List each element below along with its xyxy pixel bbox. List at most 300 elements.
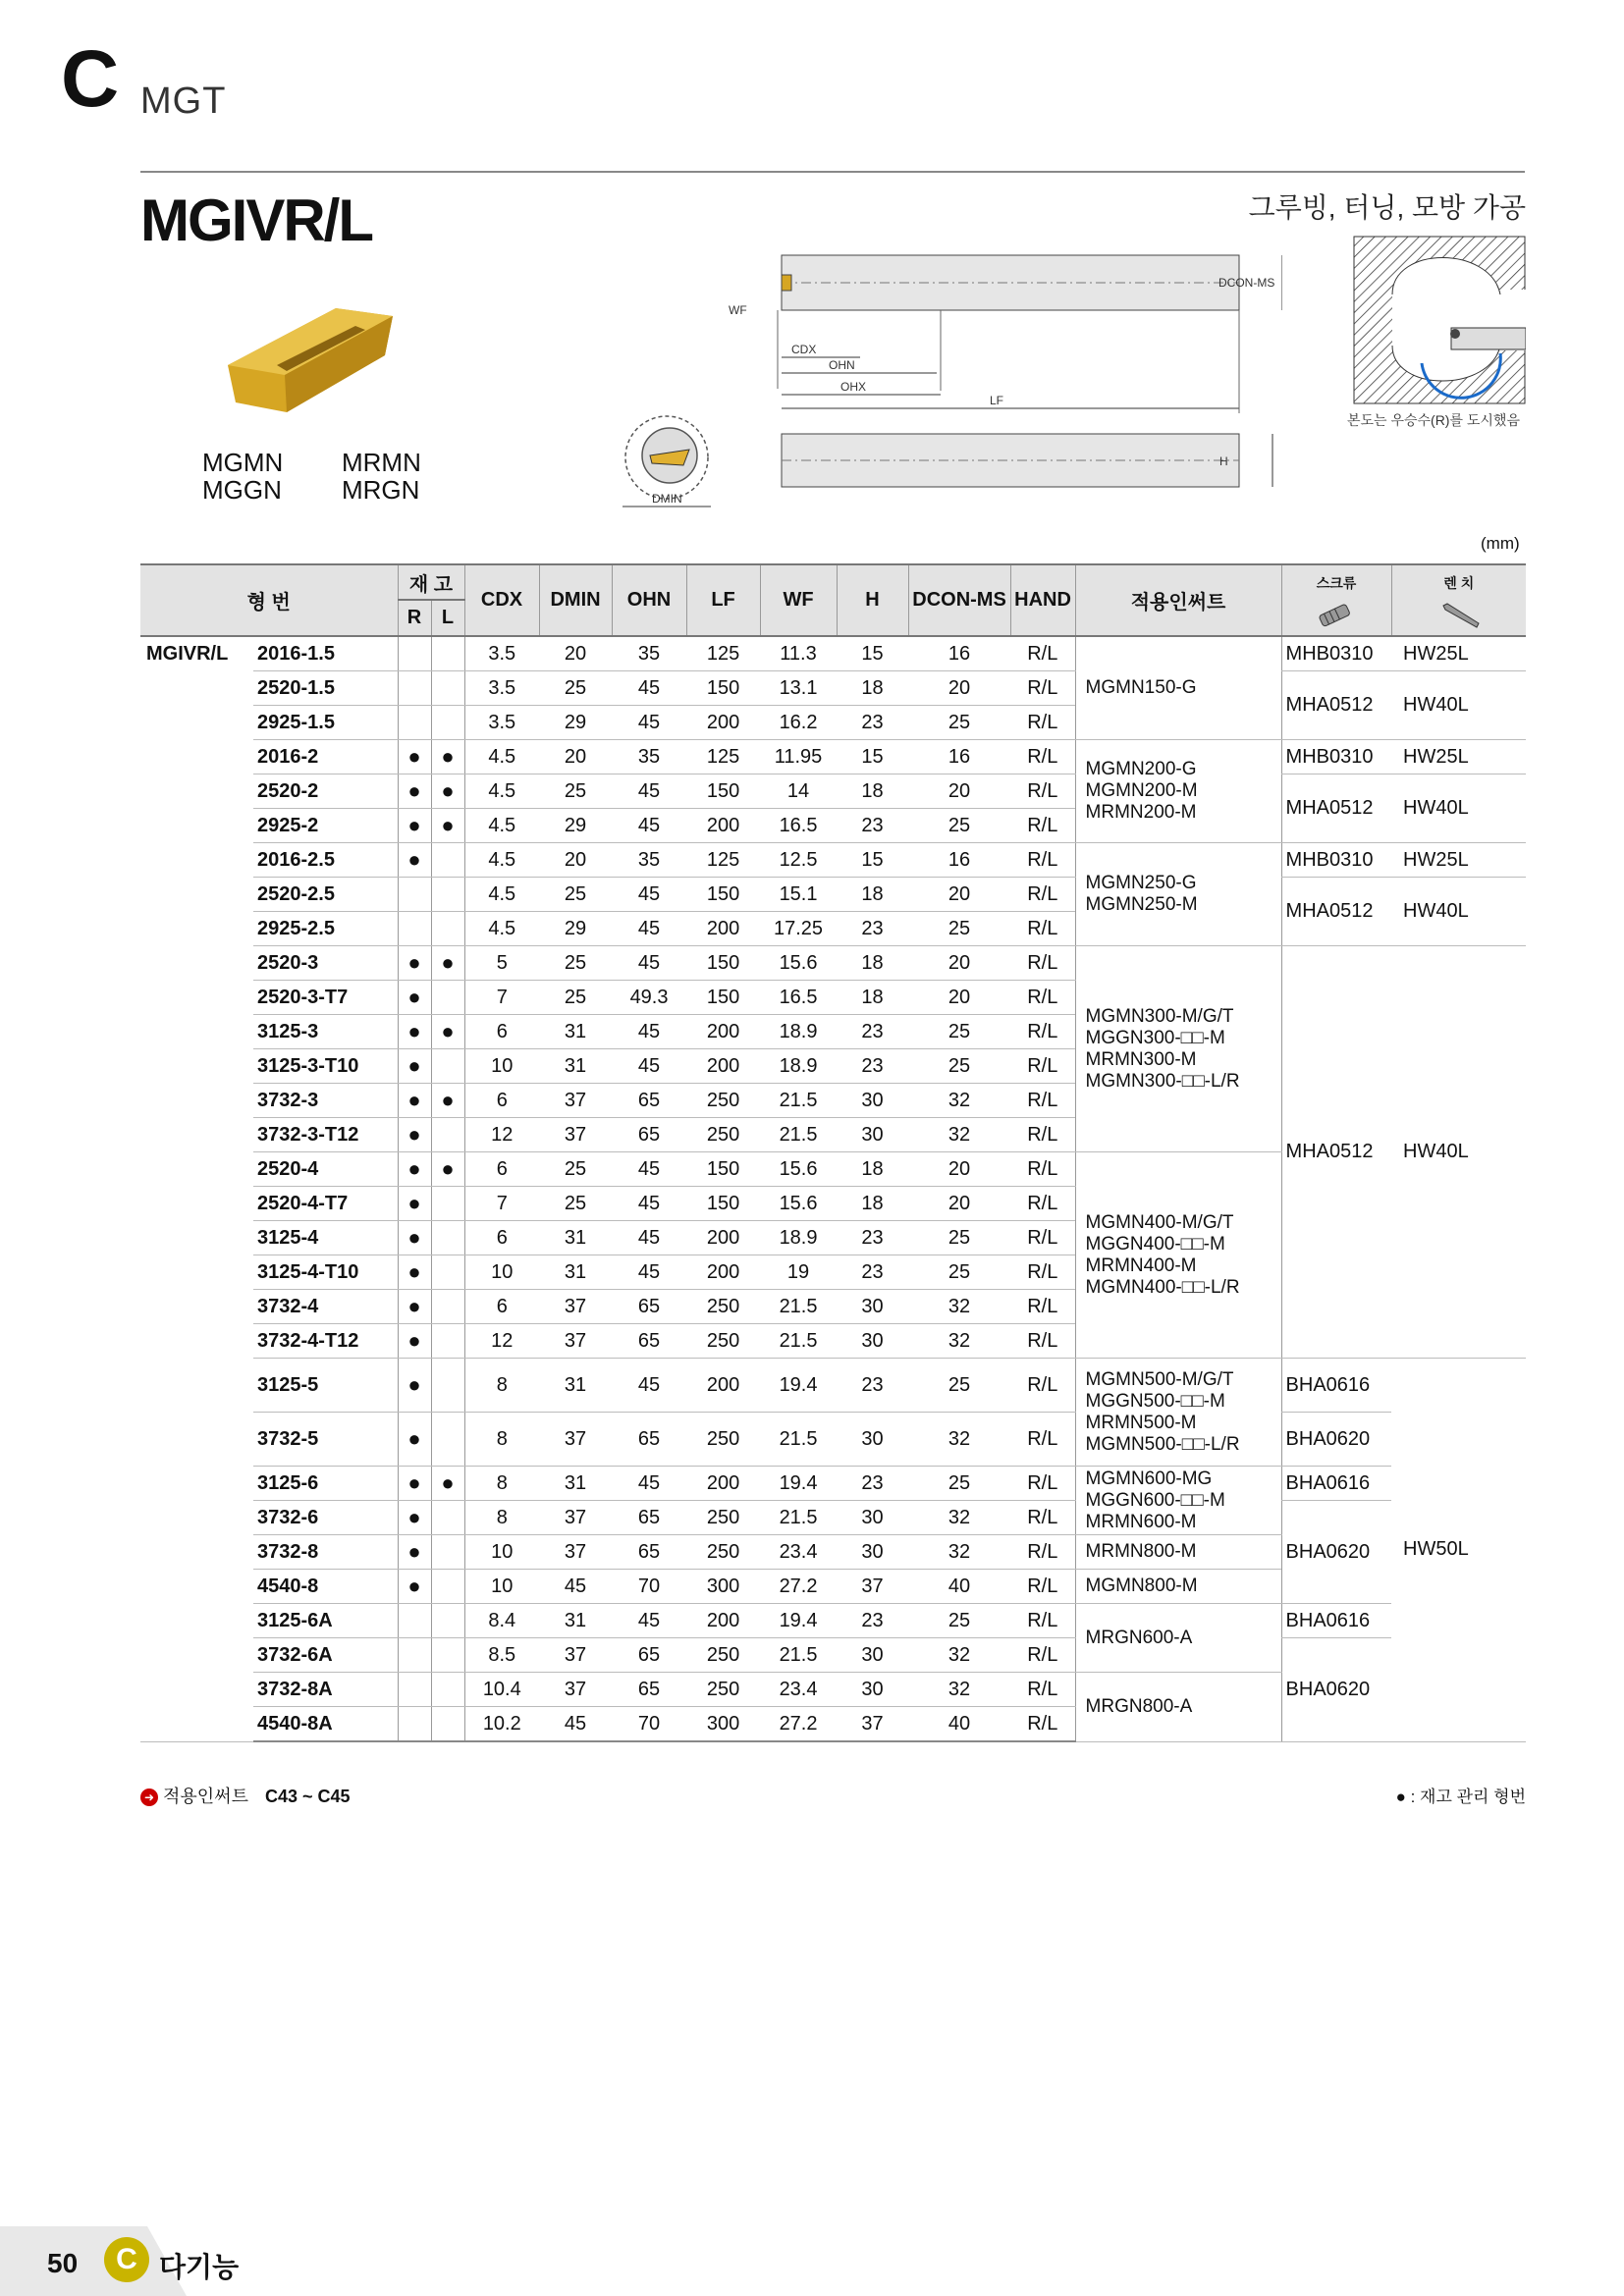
part-code: 3125-3-T10 (253, 1049, 398, 1084)
cell-dcon: 25 (908, 809, 1010, 843)
cell-wf: 21.5 (760, 1638, 837, 1673)
cell-cdx: 8 (464, 1359, 539, 1413)
stock-l: ● (431, 1015, 464, 1049)
part-code: 3125-5 (253, 1359, 398, 1413)
cell-wf: 27.2 (760, 1707, 837, 1742)
cell-wf: 16.5 (760, 809, 837, 843)
stock-l (431, 1221, 464, 1255)
insert-label: MGGN (202, 475, 282, 505)
cell-wf: 23.4 (760, 1535, 837, 1570)
part-code: 3125-6A (253, 1604, 398, 1638)
col-header-model: 형 번 (140, 564, 398, 636)
insert-label: MRMN (342, 448, 421, 477)
screw-code: BHA0616 (1281, 1604, 1391, 1638)
cell-dcon: 25 (908, 1255, 1010, 1290)
part-code: 3732-4 (253, 1290, 398, 1324)
cell-lf: 125 (686, 740, 760, 774)
cell-hand: R/L (1010, 981, 1075, 1015)
cell-h: 30 (837, 1535, 908, 1570)
bore-end-view (613, 408, 721, 516)
screw-code: MHA0512 (1281, 774, 1391, 843)
cell-dmin: 29 (539, 706, 612, 740)
cell-hand: R/L (1010, 1118, 1075, 1152)
stock-l (431, 1604, 464, 1638)
stock-r: ● (398, 1413, 431, 1467)
cell-ohn: 45 (612, 946, 686, 981)
cell-dcon: 20 (908, 1152, 1010, 1187)
cell-h: 30 (837, 1290, 908, 1324)
wrench-code: HW25L (1391, 740, 1526, 774)
cell-cdx: 6 (464, 1015, 539, 1049)
cell-dcon: 40 (908, 1707, 1010, 1742)
cell-ohn: 45 (612, 1467, 686, 1501)
cell-h: 15 (837, 843, 908, 878)
cell-dmin: 31 (539, 1015, 612, 1049)
cell-lf: 250 (686, 1673, 760, 1707)
applicable-insert: MGMN200-G MGMN200-M MRMN200-M (1075, 740, 1281, 843)
stock-r (398, 1604, 431, 1638)
part-code: 2520-2 (253, 774, 398, 809)
cell-dcon: 16 (908, 843, 1010, 878)
cell-h: 37 (837, 1570, 908, 1604)
cell-cdx: 3.5 (464, 706, 539, 740)
part-code: 3125-3 (253, 1015, 398, 1049)
stock-r: ● (398, 1221, 431, 1255)
cell-dmin: 20 (539, 843, 612, 878)
cell-dcon: 32 (908, 1535, 1010, 1570)
cell-dmin: 25 (539, 774, 612, 809)
cell-cdx: 10 (464, 1049, 539, 1084)
wrench-code: HW40L (1391, 774, 1526, 843)
stock-r (398, 912, 431, 946)
cell-dmin: 25 (539, 946, 612, 981)
stock-r: ● (398, 1570, 431, 1604)
cell-dcon: 32 (908, 1118, 1010, 1152)
cell-wf: 18.9 (760, 1015, 837, 1049)
cell-cdx: 8 (464, 1501, 539, 1535)
cell-ohn: 70 (612, 1707, 686, 1742)
stock-r: ● (398, 946, 431, 981)
cell-hand: R/L (1010, 1015, 1075, 1049)
cell-wf: 12.5 (760, 843, 837, 878)
cell-cdx: 6 (464, 1152, 539, 1187)
cell-wf: 14 (760, 774, 837, 809)
cell-cdx: 6 (464, 1221, 539, 1255)
cell-dcon: 32 (908, 1413, 1010, 1467)
cell-cdx: 7 (464, 981, 539, 1015)
model-title: MGIVR/L (140, 187, 372, 253)
page-footer-bar (0, 2226, 1624, 2296)
cell-cdx: 4.5 (464, 912, 539, 946)
cell-wf: 23.4 (760, 1673, 837, 1707)
cell-h: 15 (837, 636, 908, 671)
cell-ohn: 65 (612, 1535, 686, 1570)
dmin-label: DMIN (652, 492, 682, 506)
cell-h: 18 (837, 1187, 908, 1221)
wrench-code: HW40L (1391, 878, 1526, 946)
applicable-insert: MRGN800-A (1075, 1673, 1281, 1742)
part-code: 2520-4 (253, 1152, 398, 1187)
table-row (140, 843, 1526, 878)
cell-lf: 150 (686, 1152, 760, 1187)
cell-lf: 200 (686, 706, 760, 740)
cell-hand: R/L (1010, 843, 1075, 878)
divider (140, 171, 1525, 173)
cell-lf: 200 (686, 1221, 760, 1255)
cell-hand: R/L (1010, 1535, 1075, 1570)
screw-code: MHB0310 (1281, 843, 1391, 878)
cell-cdx: 4.5 (464, 878, 539, 912)
cell-wf: 16.5 (760, 981, 837, 1015)
stock-l (431, 1049, 464, 1084)
cell-dcon: 25 (908, 1604, 1010, 1638)
wrench-code: HW25L (1391, 843, 1526, 878)
stock-l (431, 1255, 464, 1290)
table-row (140, 1604, 1526, 1638)
cell-dcon: 25 (908, 1359, 1010, 1413)
screw-code: BHA0620 (1281, 1638, 1391, 1742)
cell-hand: R/L (1010, 740, 1075, 774)
applicable-insert: MGMN600-MG MGGN600-□□-M MRMN600-M (1075, 1467, 1281, 1535)
stock-l (431, 912, 464, 946)
cell-ohn: 65 (612, 1084, 686, 1118)
dcon-label: DCON-MS (1218, 276, 1275, 290)
cell-ohn: 49.3 (612, 981, 686, 1015)
cell-hand: R/L (1010, 1049, 1075, 1084)
cell-wf: 15.1 (760, 878, 837, 912)
cell-h: 23 (837, 912, 908, 946)
cell-dcon: 32 (908, 1324, 1010, 1359)
lf-label: LF (990, 394, 1004, 407)
cell-ohn: 45 (612, 912, 686, 946)
cell-lf: 200 (686, 1359, 760, 1413)
screw-code: MHA0512 (1281, 878, 1391, 946)
screw-code: BHA0616 (1281, 1467, 1391, 1501)
cell-wf: 19.4 (760, 1604, 837, 1638)
cell-wf: 15.6 (760, 946, 837, 981)
cell-lf: 150 (686, 946, 760, 981)
part-code: 3732-6A (253, 1638, 398, 1673)
cell-dmin: 31 (539, 1049, 612, 1084)
machining-schematic (1353, 236, 1526, 404)
cell-cdx: 4.5 (464, 809, 539, 843)
page-number: 50 (47, 2248, 79, 2278)
cell-dmin: 31 (539, 1255, 612, 1290)
col-header-ohn: OHN (612, 564, 686, 636)
cell-ohn: 45 (612, 1359, 686, 1413)
cell-dmin: 31 (539, 1221, 612, 1255)
cell-cdx: 8.4 (464, 1604, 539, 1638)
cell-ohn: 35 (612, 843, 686, 878)
wrench-icon (1391, 600, 1526, 636)
cell-dcon: 20 (908, 671, 1010, 706)
cell-hand: R/L (1010, 1604, 1075, 1638)
cell-ohn: 45 (612, 1049, 686, 1084)
stock-r: ● (398, 1501, 431, 1535)
cell-ohn: 45 (612, 671, 686, 706)
cell-wf: 11.95 (760, 740, 837, 774)
stock-r: ● (398, 1467, 431, 1501)
stock-l (431, 1324, 464, 1359)
applicable-insert: MGMN500-M/G/T MGGN500-□□-M MRMN500-M MGMN500-□□-L/R (1075, 1359, 1281, 1467)
rotation-note: 본도는 우승수(R)를 도시했음 (1347, 412, 1520, 428)
stock-l (431, 636, 464, 671)
part-code: 3125-4-T10 (253, 1255, 398, 1290)
cell-dcon: 20 (908, 878, 1010, 912)
cell-dmin: 29 (539, 912, 612, 946)
cell-hand: R/L (1010, 878, 1075, 912)
part-code: 2520-3-T7 (253, 981, 398, 1015)
applicable-insert: MRGN600-A (1075, 1604, 1281, 1673)
cell-ohn: 45 (612, 878, 686, 912)
cell-hand: R/L (1010, 1221, 1075, 1255)
cell-h: 23 (837, 809, 908, 843)
cell-cdx: 6 (464, 1084, 539, 1118)
table-row (140, 878, 1526, 912)
stock-r (398, 1673, 431, 1707)
cell-h: 23 (837, 1049, 908, 1084)
reference-pages[interactable]: C43 ~ C45 (264, 1787, 351, 1806)
stock-r: ● (398, 981, 431, 1015)
cell-ohn: 65 (612, 1501, 686, 1535)
cell-wf: 19 (760, 1255, 837, 1290)
cell-cdx: 8.5 (464, 1638, 539, 1673)
ohn-label: OHN (829, 358, 855, 372)
h-label: H (1219, 454, 1228, 468)
cell-dcon: 25 (908, 706, 1010, 740)
cell-h: 18 (837, 981, 908, 1015)
stock-l (431, 1359, 464, 1413)
part-code: 3732-8A (253, 1673, 398, 1707)
stock-l (431, 1570, 464, 1604)
cell-h: 18 (837, 946, 908, 981)
stock-l (431, 1638, 464, 1673)
cell-dcon: 25 (908, 1049, 1010, 1084)
cell-lf: 200 (686, 1255, 760, 1290)
cell-dmin: 25 (539, 671, 612, 706)
cell-wf: 21.5 (760, 1084, 837, 1118)
cell-dmin: 37 (539, 1501, 612, 1535)
cell-ohn: 65 (612, 1638, 686, 1673)
stock-r: ● (398, 809, 431, 843)
cell-ohn: 45 (612, 809, 686, 843)
part-code: 2925-1.5 (253, 706, 398, 740)
cell-dcon: 32 (908, 1673, 1010, 1707)
cell-lf: 200 (686, 1604, 760, 1638)
cell-hand: R/L (1010, 636, 1075, 671)
cell-dcon: 16 (908, 740, 1010, 774)
part-code: 2016-2 (253, 740, 398, 774)
cell-dmin: 37 (539, 1535, 612, 1570)
cell-ohn: 45 (612, 774, 686, 809)
stock-legend: ● : 재고 관리 형번 (1395, 1788, 1526, 1806)
screw-icon (1281, 600, 1391, 636)
cell-hand: R/L (1010, 946, 1075, 981)
cell-lf: 150 (686, 671, 760, 706)
cell-dmin: 25 (539, 981, 612, 1015)
cell-dcon: 25 (908, 1221, 1010, 1255)
stock-l: ● (431, 1152, 464, 1187)
table-row (140, 1638, 1526, 1673)
cell-dmin: 25 (539, 1187, 612, 1221)
table-row (140, 740, 1526, 774)
cell-dmin: 25 (539, 878, 612, 912)
cell-hand: R/L (1010, 1359, 1075, 1413)
cell-cdx: 7 (464, 1187, 539, 1221)
cell-cdx: 4.5 (464, 843, 539, 878)
cell-dmin: 31 (539, 1467, 612, 1501)
cell-h: 37 (837, 1707, 908, 1742)
cell-lf: 250 (686, 1413, 760, 1467)
cell-dcon: 25 (908, 1467, 1010, 1501)
cell-lf: 150 (686, 878, 760, 912)
cell-ohn: 65 (612, 1118, 686, 1152)
screw-code: MHB0310 (1281, 740, 1391, 774)
cell-hand: R/L (1010, 1467, 1075, 1501)
cell-wf: 17.25 (760, 912, 837, 946)
cell-cdx: 3.5 (464, 636, 539, 671)
reference-arrow-icon: ➜ (140, 1789, 158, 1806)
cell-dmin: 37 (539, 1084, 612, 1118)
stock-r: ● (398, 1535, 431, 1570)
stock-l (431, 1707, 464, 1742)
cell-h: 23 (837, 1221, 908, 1255)
stock-l (431, 1187, 464, 1221)
cell-cdx: 12 (464, 1324, 539, 1359)
cell-lf: 250 (686, 1290, 760, 1324)
cell-cdx: 6 (464, 1290, 539, 1324)
stock-r: ● (398, 1084, 431, 1118)
cell-ohn: 70 (612, 1570, 686, 1604)
stock-r: ● (398, 774, 431, 809)
cell-hand: R/L (1010, 809, 1075, 843)
cell-ohn: 45 (612, 1604, 686, 1638)
cell-wf: 15.6 (760, 1152, 837, 1187)
cell-ohn: 65 (612, 1673, 686, 1707)
part-code: 2016-1.5 (253, 636, 398, 671)
col-header-dmin: DMIN (539, 564, 612, 636)
cell-h: 30 (837, 1501, 908, 1535)
cell-dcon: 32 (908, 1084, 1010, 1118)
stock-l: ● (431, 740, 464, 774)
cell-dmin: 45 (539, 1707, 612, 1742)
cell-h: 30 (837, 1673, 908, 1707)
reference-label: 적용인써트 (163, 1787, 248, 1806)
cell-dmin: 45 (539, 1570, 612, 1604)
cell-hand: R/L (1010, 774, 1075, 809)
stock-l (431, 706, 464, 740)
part-code: 3125-4 (253, 1221, 398, 1255)
part-code: 2520-3 (253, 946, 398, 981)
cell-wf: 18.9 (760, 1049, 837, 1084)
cell-hand: R/L (1010, 1638, 1075, 1673)
cell-lf: 250 (686, 1638, 760, 1673)
cell-lf: 125 (686, 843, 760, 878)
cell-ohn: 45 (612, 1221, 686, 1255)
col-header-l: L (431, 600, 464, 636)
cell-wf: 21.5 (760, 1118, 837, 1152)
stock-l (431, 671, 464, 706)
part-code: 2520-4-T7 (253, 1187, 398, 1221)
stock-l (431, 843, 464, 878)
screw-code: MHA0512 (1281, 671, 1391, 740)
cell-wf: 21.5 (760, 1501, 837, 1535)
stock-r: ● (398, 1359, 431, 1413)
stock-r: ● (398, 1015, 431, 1049)
cell-dcon: 25 (908, 912, 1010, 946)
stock-r: ● (398, 843, 431, 878)
cell-cdx: 4.5 (464, 774, 539, 809)
insert-label: MRGN (342, 475, 420, 505)
cell-dmin: 20 (539, 636, 612, 671)
cell-wf: 27.2 (760, 1570, 837, 1604)
stock-r: ● (398, 1118, 431, 1152)
part-code: 4540-8A (253, 1707, 398, 1742)
holder-diagram (723, 251, 1282, 497)
cell-cdx: 10 (464, 1535, 539, 1570)
cell-wf: 13.1 (760, 671, 837, 706)
cell-hand: R/L (1010, 912, 1075, 946)
cell-wf: 16.2 (760, 706, 837, 740)
cell-h: 30 (837, 1413, 908, 1467)
part-code: 2925-2.5 (253, 912, 398, 946)
stock-r (398, 706, 431, 740)
col-header-stock: 재 고 (398, 564, 464, 600)
stock-l (431, 1535, 464, 1570)
cell-ohn: 45 (612, 1015, 686, 1049)
cell-cdx: 10 (464, 1255, 539, 1290)
section-name: MGT (140, 80, 227, 122)
cell-hand: R/L (1010, 1413, 1075, 1467)
wrench-code: HW50L (1391, 1359, 1526, 1742)
stock-r: ● (398, 740, 431, 774)
stock-r: ● (398, 1152, 431, 1187)
cell-lf: 200 (686, 1467, 760, 1501)
cell-dmin: 25 (539, 1152, 612, 1187)
cell-dmin: 31 (539, 1359, 612, 1413)
screw-code: MHA0512 (1281, 946, 1391, 1359)
part-code: 3732-3-T12 (253, 1118, 398, 1152)
col-header-cdx: CDX (464, 564, 539, 636)
cell-wf: 11.3 (760, 636, 837, 671)
col-header-wf: WF (760, 564, 837, 636)
table-row (140, 671, 1526, 706)
cell-dcon: 32 (908, 1638, 1010, 1673)
cdx-label: CDX (791, 343, 817, 356)
cell-h: 30 (837, 1118, 908, 1152)
table-row (140, 1413, 1526, 1467)
stock-l: ● (431, 1084, 464, 1118)
applicable-insert: MGMN300-M/G/T MGGN300-□□-M MRMN300-M MGMN300-□□-L/R (1075, 946, 1281, 1152)
spec-table (140, 563, 1526, 1742)
model-family: MGIVR/L (140, 636, 253, 1741)
cell-dmin: 37 (539, 1413, 612, 1467)
cell-dmin: 37 (539, 1324, 612, 1359)
stock-r: ● (398, 1187, 431, 1221)
part-code: 3732-4-T12 (253, 1324, 398, 1359)
col-header-wrench: 렌 치 (1391, 564, 1526, 600)
cell-wf: 19.4 (760, 1467, 837, 1501)
cell-lf: 200 (686, 809, 760, 843)
cell-ohn: 65 (612, 1290, 686, 1324)
cell-hand: R/L (1010, 1187, 1075, 1221)
cell-lf: 250 (686, 1535, 760, 1570)
table-row (140, 946, 1526, 981)
cell-dcon: 40 (908, 1570, 1010, 1604)
cell-dmin: 20 (539, 740, 612, 774)
cell-ohn: 35 (612, 636, 686, 671)
section-letter: C (61, 34, 120, 124)
